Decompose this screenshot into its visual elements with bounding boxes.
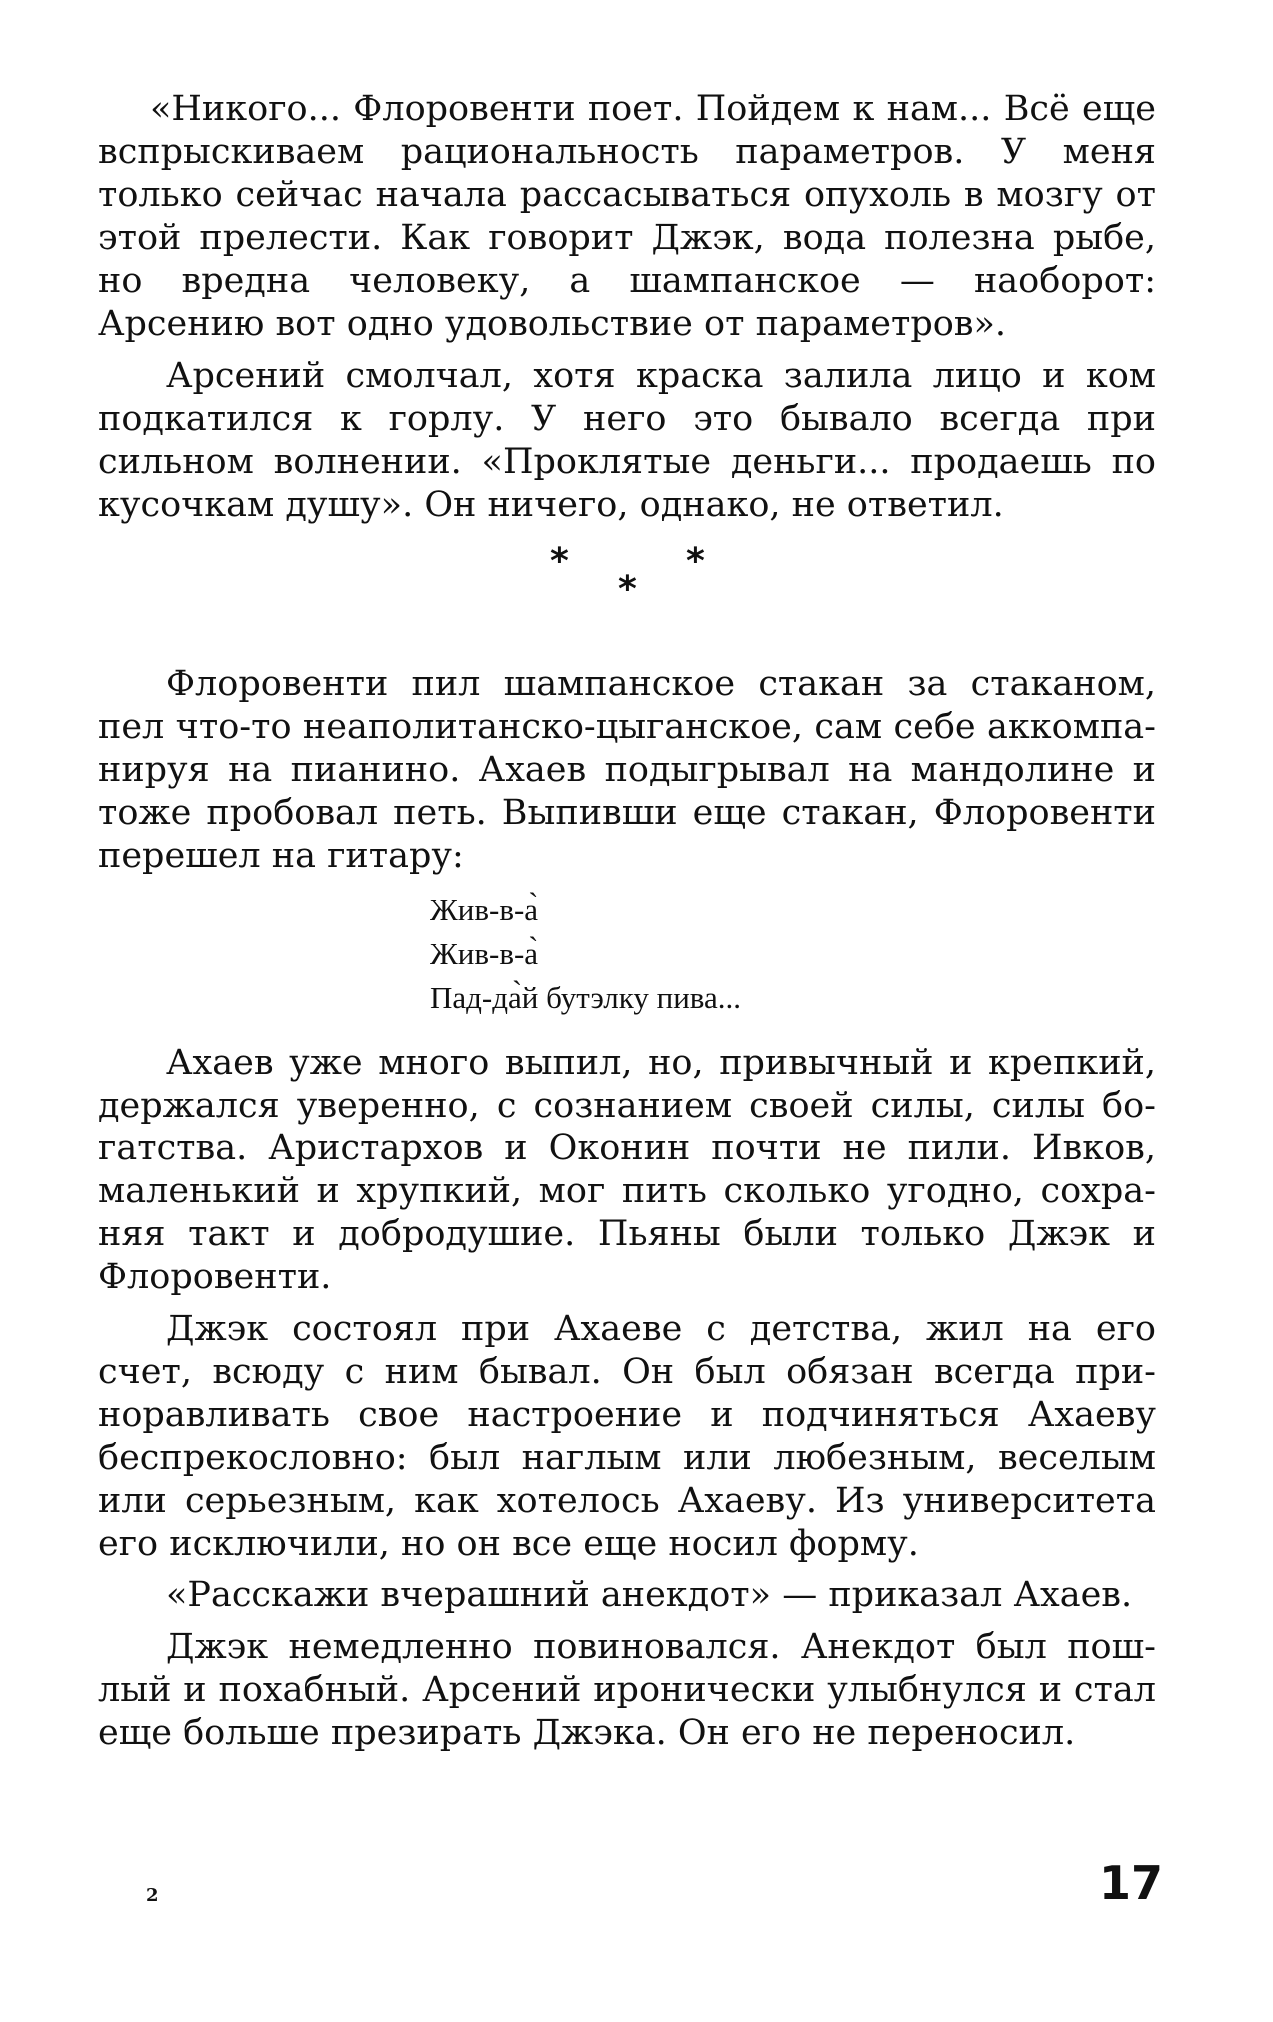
paragraph-2: Арсений смолчал, хотя краска залила лицо и ком подкатился к горлу. У него это бывало всегда при сильном волнении. «Проклятые деньги... продаешь по кусочкам душу». Он ничего, однако, не ответил.	[98, 356, 1156, 526]
song-line: Жив-в-а̀	[430, 891, 539, 927]
song-verse	[430, 888, 1156, 1020]
paragraph-1: «Никого... Флоровенти поет. Пойдем к нам... Всё еще вспрыскиваем рациональность параметров. У меня только сейчас начала рассасываться опухоль в мозгу от этой прелести. Как говорит Джэк, вода полезна рыбе, но вредна человеку, а шампанское — наоборот: Арсению вот одно удовольствие от параметров».	[98, 89, 1156, 344]
paragraph-5: Джэк состоял при Ахаеве с детства, жил на его счет, всюду с ним бывал. Он был обязан всегда приноравливать свое настроение и подчиняться Ахаеву беспрекословно: был наглым или любезным, веселым или серьезным, как хотелось Ахаеву. Из университета его исключили, но он все еще носил форму.	[98, 1309, 1156, 1564]
section-break-asterism	[98, 541, 1156, 635]
page-body	[98, 88, 1156, 1764]
page-number: 17	[1098, 1856, 1163, 1910]
paragraph-4: Ахаев уже много выпил, но, привычный и крепкий, держался уверенно, с сознанием своей силы, силы богатства. Аристархов и Оконин почти не пили. Ивков, маленький и хрупкий, мог пить сколько угодно, сохраняя такт и добродушие. Пьяны были только Джэк и Флоровенти.	[98, 1042, 1156, 1298]
paragraph-6: «Расскажи вчерашний анекдот» — приказал Ахаев.	[166, 1575, 1133, 1616]
asterisk: *	[686, 541, 705, 583]
paragraph-7: Джэк немедленно повиновался. Анекдот был пошлый и похабный. Арсений иронически улыбнулся и стал еще больше презирать Джэка. Он его не переносил.	[98, 1627, 1156, 1754]
signature-mark: 2	[146, 1885, 159, 1906]
song-line: Жив-в-а̀	[430, 935, 539, 971]
asterisk: *	[550, 541, 569, 583]
asterisk: *	[618, 569, 637, 611]
paragraph-3: Флоровенти пил шампанское стакан за стаканом, пел что-то неаполитанско-цыганское, сам себе аккомпанируя на пианино. Ахаев подыгрывал на мандолине и тоже пробовал петь. Выпивши еще стакан, Флоровенти перешел на гитару:	[98, 664, 1156, 876]
song-line: Пад-да̀й бутэлку пива...	[430, 979, 742, 1015]
